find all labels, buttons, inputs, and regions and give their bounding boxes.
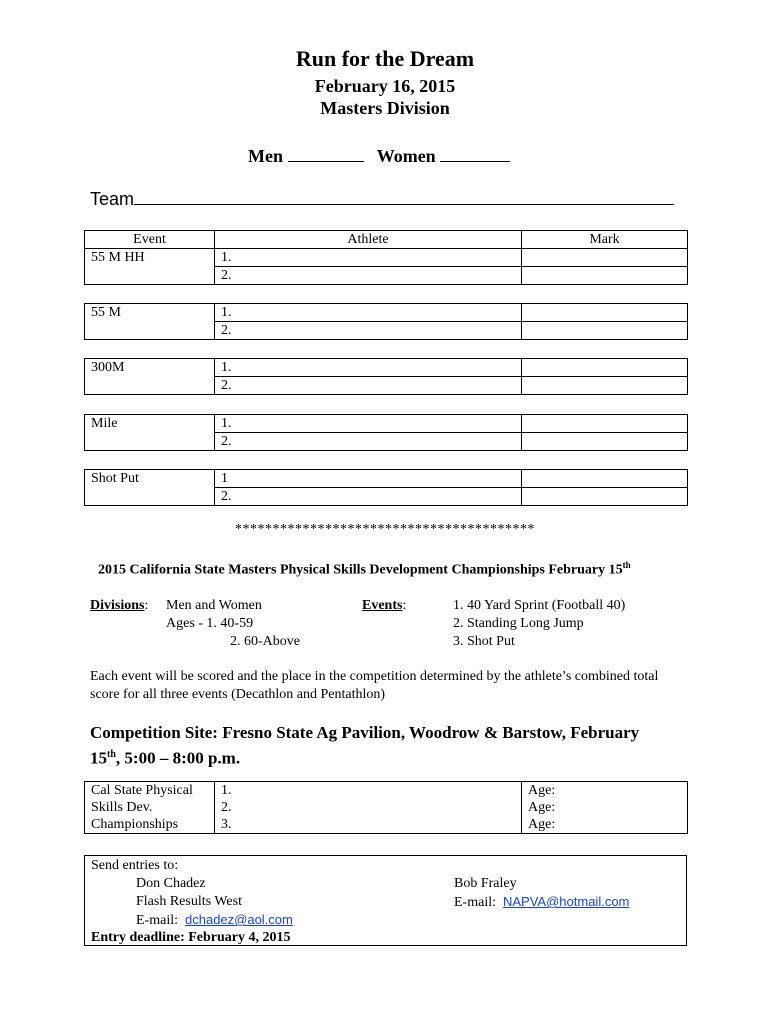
events-item-2: 2. Standing Long Jump [453,616,584,631]
event-table-55m [84,303,688,340]
table-row [85,377,688,395]
table-row [85,304,688,322]
table-row [85,799,688,816]
contact1-org: Flash Results West [136,894,242,909]
competition-site [90,722,690,770]
championship-title-text: 2015 California State Masters Physical Skills Development Championships February 15 [98,562,623,578]
table-header-row [85,231,688,249]
header-athlete: Athlete [215,231,522,249]
athlete-cell[interactable]: 3. [215,816,522,834]
events-item-1: 1. 40 Yard Sprint (Football 40) [453,598,626,613]
separator-stars: **************************************** [235,522,535,537]
site-day-sup: th [107,749,116,760]
age-cell[interactable]: Age: [522,816,688,834]
mark-cell[interactable] [522,377,688,395]
contact2-email-link[interactable]: NAPVA@hotmail.com [503,894,630,909]
athlete-cell[interactable]: 2. [215,377,522,395]
athlete-cell[interactable]: 2. [215,267,522,285]
site-line-1: Competition Site: Fresno State Ag Pavilion, Woodrow & Barstow, February [90,723,640,742]
mark-cell[interactable] [522,322,688,340]
divisions-line-3: 2. 60-Above [230,634,300,649]
divisions-label: Divisions [90,598,145,613]
age-cell[interactable]: Age: [522,782,688,800]
event-name: 55 M HH [85,249,215,267]
divisions-label-line: Divisions: [90,598,149,613]
email-label: E-mail: [454,895,496,910]
team-label: Team [90,189,135,209]
championship-entry-table [84,781,688,834]
athlete-cell[interactable]: 1. [215,304,522,322]
champ-label: Cal State Physical [85,782,215,800]
mark-cell[interactable] [522,433,688,451]
event-name: 300M [85,359,215,377]
page-title: Run for the Dream [295,46,475,71]
events-item-3: 3. Shot Put [453,634,515,649]
athlete-cell[interactable]: 1. [215,249,522,267]
entry-deadline: Entry deadline: February 4, 2015 [91,930,291,945]
contact1-email-line [136,911,293,930]
header-event: Event [85,231,215,249]
event-header-table [84,230,688,285]
site-day: 15 [90,748,107,768]
contact1-name: Don Chadez [136,876,206,891]
athlete-cell[interactable]: 1. [215,415,522,433]
mark-cell[interactable] [522,249,688,267]
mark-cell[interactable] [522,267,688,285]
event-name: Shot Put [85,470,215,488]
mark-cell[interactable] [522,304,688,322]
table-row [85,433,688,451]
team-blank[interactable] [134,188,674,205]
event-table-mile [84,414,688,451]
entries-box [84,855,687,946]
men-blank[interactable] [288,145,364,162]
women-label: Women [376,146,436,166]
gender-line [248,145,510,167]
mark-cell[interactable] [522,359,688,377]
header-mark: Mark [522,231,688,249]
events-label: Events [362,598,403,613]
scoring-description: Each event will be scored and the place in the competition determined by the athlete’s combined total score for all three events (Decathlon and Pentathlon) [90,669,659,702]
contact1-email-link[interactable]: dchadez@aol.com [185,912,293,927]
event-name: Mile [85,415,215,433]
team-line [90,188,674,210]
athlete-cell[interactable]: 1 [215,470,522,488]
table-row [85,415,688,433]
divisions-line-1: Men and Women [166,598,262,613]
age-cell[interactable]: Age: [522,799,688,816]
mark-cell[interactable] [522,470,688,488]
send-entries-label: Send entries to: [91,858,179,873]
table-row [85,322,688,340]
event-table-shot-put [84,469,688,506]
site-time: , 5:00 – 8:00 p.m. [115,748,241,768]
event-name-cont [85,377,215,395]
division-title: Masters Division [320,98,450,118]
table-row [85,488,688,506]
event-name-cont [85,322,215,340]
event-date: February 16, 2015 [314,76,456,96]
championship-title [98,560,631,579]
mark-cell[interactable] [522,488,688,506]
championship-title-sup: th [622,560,631,570]
men-label: Men [248,146,283,166]
table-row [85,359,688,377]
contact2-name: Bob Fraley [454,876,517,891]
athlete-cell[interactable]: 1. [215,359,522,377]
athlete-cell[interactable]: 2. [215,488,522,506]
women-blank[interactable] [440,145,510,162]
events-label-line: Events: [362,598,407,613]
table-row [85,249,688,267]
table-row [85,267,688,285]
mark-cell[interactable] [522,415,688,433]
athlete-cell[interactable]: 2. [215,433,522,451]
table-row [85,816,688,834]
event-table-300m [84,358,688,395]
table-row [85,782,688,800]
event-name-cont [85,267,215,285]
divisions-line-2: Ages - 1. 40-59 [166,616,254,631]
email-label: E-mail: [136,913,178,928]
table-row [85,470,688,488]
champ-label: Skills Dev. [85,799,215,816]
athlete-cell[interactable]: 1. [215,782,522,800]
athlete-cell[interactable]: 2. [215,799,522,816]
champ-label: Championships [85,816,215,834]
event-name-cont [85,433,215,451]
event-name-cont [85,488,215,506]
event-name: 55 M [85,304,215,322]
athlete-cell[interactable]: 2. [215,322,522,340]
contact2-email-line [454,893,629,912]
